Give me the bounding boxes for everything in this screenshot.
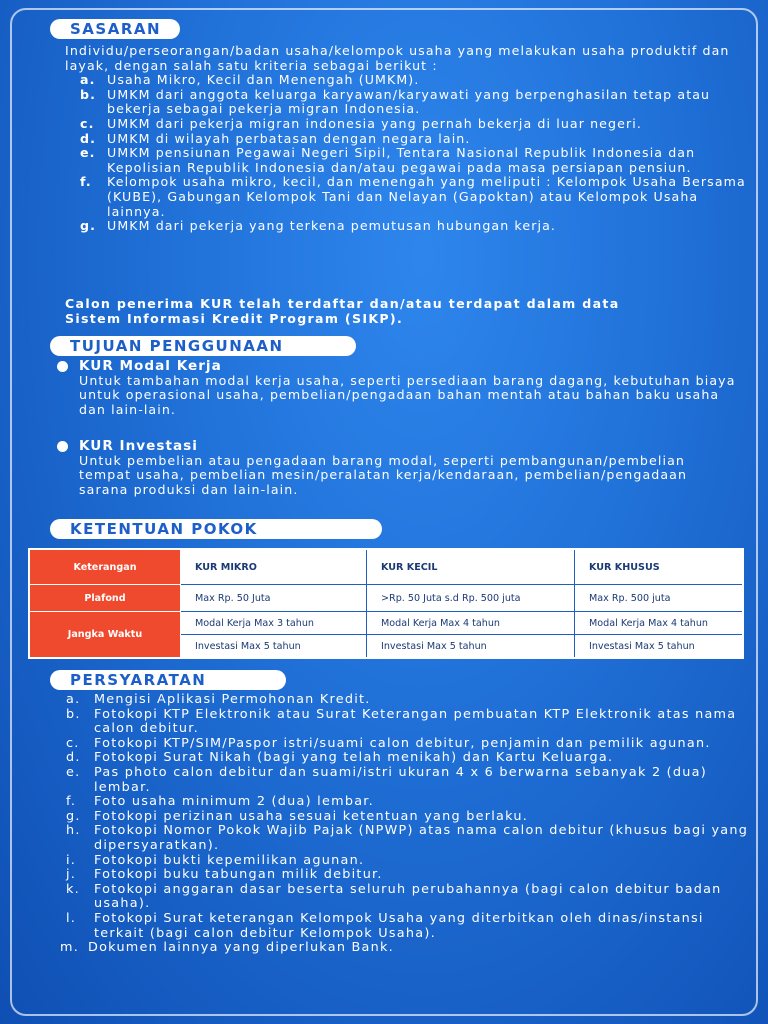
item-marker: d.: [80, 130, 96, 146]
table-cell: Max Rp. 50 Juta: [181, 585, 367, 612]
item-marker: d.: [66, 750, 81, 766]
persyaratan-list: [60, 692, 756, 956]
item-marker: f.: [80, 174, 92, 190]
section-title-sasaran: SASARAN: [50, 19, 180, 39]
header-kur-mikro: KUR MIKRO: [181, 549, 367, 585]
item-text: UMKM pensiunan Pegawai Negeri Sipil, Tentara Nasional Republik Indonesia dan Kepolisian Republik Indonesia dan/atau pegawai pada masa persiapan pensiun.: [107, 145, 696, 175]
list-item: [66, 766, 756, 795]
list-item: [66, 854, 756, 869]
row-label: Jangka Waktu: [29, 612, 181, 659]
tujuan-text: Untuk pembelian atau pengadaan barang modal, seperti pembangunan/pembelian tempat usaha, pembelian mesin/peralatan kerja/kendaraan, pembelian/pengadaan sarana produksi dan lain-lain.: [79, 453, 688, 497]
item-text: Fotokopi Surat Nikah (bagi yang telah menikah) dan Kartu Keluarga.: [94, 750, 614, 766]
item-text: Fotokopi perizinan usaha sesuai ketentuan yang berlaku.: [94, 808, 529, 824]
item-marker: a.: [66, 692, 81, 707]
list-item: [66, 737, 756, 752]
item-marker: h.: [66, 823, 81, 839]
sasaran-item: [65, 117, 755, 132]
table-row-plafond: [29, 585, 743, 612]
sasaran-note: Calon penerima KUR telah terdaftar dan/atau terdapat dalam data Sistem Informasi Kredit Program (SIKP).: [65, 296, 620, 326]
section-title-persyaratan: PERSYARATAN: [50, 670, 286, 690]
table-cell: Investasi Max 5 tahun: [181, 635, 367, 659]
item-text: Fotokopi Nomor Pokok Wajib Pajak (NPWP) atas nama calon debitur (khusus bagi yang dipersyaratkan).: [94, 823, 749, 853]
item-marker: f.: [66, 794, 77, 810]
sasaran-block: [65, 44, 755, 234]
bullet-dot: [57, 361, 68, 372]
item-marker: e.: [80, 145, 96, 161]
row-label: Plafond: [29, 585, 181, 612]
item-marker: g.: [66, 808, 81, 824]
item-text: Foto usaha minimum 2 (dua) lembar.: [94, 794, 374, 810]
item-marker: e.: [66, 764, 81, 780]
table-cell: Modal Kerja Max 3 tahun: [181, 612, 367, 635]
header-keterangan: Keterangan: [29, 549, 181, 585]
item-text: UMKM dari pekerja yang terkena pemutusan hubungan kerja.: [107, 218, 557, 234]
section-title-ketentuan: KETENTUAN POKOK: [50, 519, 382, 539]
item-text: Mengisi Aplikasi Permohonan Kredit.: [94, 692, 371, 707]
list-item: [66, 751, 756, 766]
item-text: UMKM di wilayah perbatasan dengan negara lain.: [107, 130, 471, 146]
section-title-tujuan: TUJUAN PENGGUNAAN: [50, 336, 356, 356]
list-item: [66, 868, 756, 883]
item-marker: m.: [60, 940, 80, 956]
header-kur-kecil: KUR KECIL: [367, 549, 575, 585]
sasaran-item: [65, 175, 755, 219]
list-item: [66, 693, 756, 708]
item-text: Dokumen lainnya yang diperlukan Bank.: [88, 940, 394, 956]
item-marker: c.: [80, 115, 95, 131]
list-item: [66, 708, 756, 737]
ketentuan-table: [28, 548, 744, 659]
table-row-jangka-modal: [29, 612, 743, 635]
item-text: Fotokopi buku tabungan milik debitur.: [94, 867, 383, 883]
sasaran-item: [65, 132, 755, 147]
item-marker: b.: [80, 86, 96, 102]
sasaran-item: [65, 146, 755, 175]
item-text: Fotokopi bukti kepemilikan agunan.: [94, 852, 365, 868]
item-text: Fotokopi anggaran dasar beserta seluruh perubahannya (bagi calon debitur badan usaha).: [94, 881, 722, 912]
sasaran-item: [65, 73, 755, 88]
table-header-row: [29, 549, 743, 585]
list-item: [66, 810, 756, 825]
item-marker: j.: [66, 867, 77, 883]
item-marker: k.: [66, 881, 80, 897]
table-cell: Investasi Max 5 tahun: [575, 635, 744, 659]
table-cell: Modal Kerja Max 4 tahun: [575, 612, 744, 635]
table-cell: Modal Kerja Max 4 tahun: [367, 612, 575, 635]
list-item: [66, 912, 756, 941]
item-marker: a.: [80, 72, 96, 88]
list-item: [66, 824, 756, 853]
header-kur-khusus: KUR KHUSUS: [575, 549, 744, 585]
tujuan-heading: KUR Investasi: [79, 438, 198, 454]
item-text: UMKM dari pekerja migran indonesia yang pernah bekerja di luar negeri.: [107, 115, 642, 131]
tujuan-text: Untuk tambahan modal kerja usaha, seperti persediaan barang dagang, kebutuhan biaya untuk operasional usaha, pembelian/pengadaan bahan mentah atau bahan baku usaha dan lain-lain.: [79, 373, 736, 417]
list-item: [60, 941, 756, 956]
item-text: Pas photo calon debitur dan suami/istri ukuran 4 x 6 berwarna sebanyak 2 (dua) lembar.: [94, 764, 707, 795]
item-marker: i.: [66, 852, 77, 868]
table-cell: Max Rp. 500 juta: [575, 585, 744, 612]
item-marker: l.: [66, 910, 77, 926]
sasaran-item: [65, 88, 755, 117]
table-cell: Investasi Max 5 tahun: [367, 635, 575, 659]
list-item: [66, 883, 756, 912]
item-text: Usaha Mikro, Kecil dan Menengah (UMKM).: [107, 72, 420, 88]
table-cell: >Rp. 50 Juta s.d Rp. 500 juta: [367, 585, 575, 612]
list-item: [66, 795, 756, 810]
item-marker: c.: [66, 735, 80, 751]
item-text: Fotokopi KTP/SIM/Paspor istri/suami calon debitur, penjamin dan pemilik agunan.: [94, 735, 711, 751]
item-text: Fotokopi KTP Elektronik atau Surat Keterangan pembuatan KTP Elektronik atas nama calon debitur.: [94, 706, 737, 737]
item-text: Fotokopi Surat keterangan Kelompok Usaha yang diterbitkan oleh dinas/instansi terkait (bagi calon debitur Kelompok Usaha).: [94, 910, 704, 941]
bullet-dot: [57, 441, 68, 452]
item-text: Kelompok usaha mikro, kecil, dan menengah yang meliputi : Kelompok Usaha Bersama (KUBE), Gabungan Kelompok Tani dan Nelayan (Gapoktan) atau Kelompok Usaha lainnya.: [107, 174, 746, 219]
item-marker: g.: [80, 218, 96, 234]
item-text: UMKM dari anggota keluarga karyawan/karyawati yang berpenghasilan tetap atau bekerja sebagai pekerja migran Indonesia.: [107, 86, 711, 117]
sasaran-item: [65, 219, 755, 234]
sasaran-intro: Individu/perseorangan/badan usaha/kelompok usaha yang melakukan usaha produktif dan layak, dengan salah satu kriteria sebagai berikut :: [65, 43, 730, 73]
tujuan-heading: KUR Modal Kerja: [79, 358, 222, 374]
item-marker: b.: [66, 706, 81, 722]
